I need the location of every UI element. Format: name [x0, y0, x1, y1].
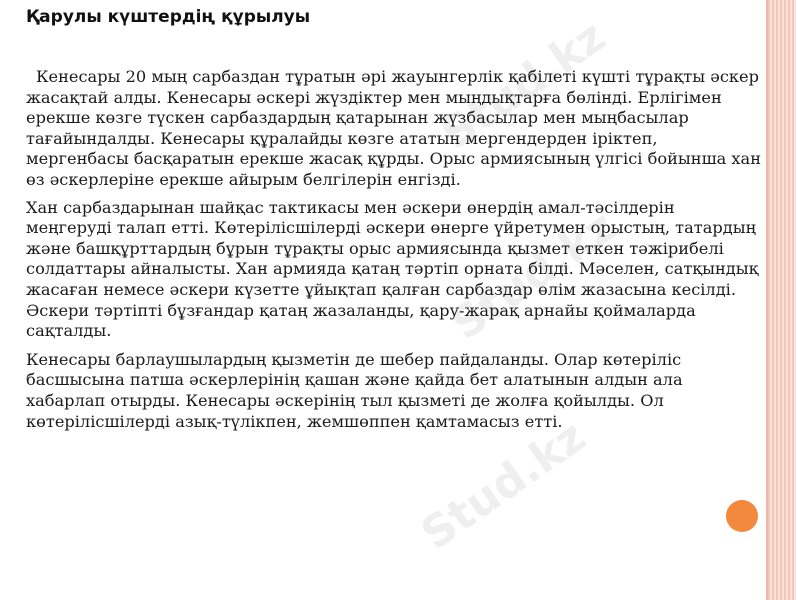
- paragraph-3: Кенесары барлаушылардың қызметін де шебер пайдаланды. Олар көтеріліс басшысына патша әскерлерінің қашан және қайда бет алатынын алдын ала хабарлап отырды. Кенесары әскерінің тыл қызметі де жолға қойылды. Ол көтерілісшілерді азық-түлікпен, жемшөппен қамтамасыз етті.: [26, 349, 683, 431]
- right-decorative-band: [768, 0, 796, 600]
- slide-content: [26, 6, 764, 432]
- slide-title: Қарулы күштердің құрылуы: [26, 7, 311, 27]
- watermark: Stud.kz: [412, 410, 595, 561]
- watermark: Stud.kz: [432, 10, 615, 161]
- paragraph-2: Хан сарбаздарынан шайқас тактикасы мен әскери өнердің амал-тәсілдерін меңгеруді талап етті. Көтерілісшілерді әскери өнерге үйретумен орыстың, татардың және башқұрттардың бұрын тұрақты орыс армиясында қызмет еткен тәжірибелі солдаттары айналысты. Хан армияда қатаң тәртіп орната білді. Мәселен, сатқындық жасаған немесе әскери күзетте ұйықтап қалған сарбаздар өлім жазасына кесілді. Әскери тәртіпті бұзғандар қатаң жазаланды, қару-жарақ арнайы қоймаларда сақталды.: [26, 197, 759, 341]
- paragraph-1: Кенесары 20 мың сарбаздан тұратын әрі жауынгерлік қабілеті күшті тұрақты әскер жасақтай алды. Кенесары әскері жүздіктер мен мыңдықтарға бөлінді. Ерлігімен ерекше көзге түскен сарбаздардың қатарынан жүзбасылар мен мыңбасылар тағайындалды. Кенесары құралайды көзге ататын мергендерден іріктеп, мергенбасы басқаратын ерекше жасақ құрды. Орыс армиясының үлгісі бойынша хан өз әскерлеріне ерекше айырым белгілерін енгізді.: [26, 67, 761, 189]
- orange-circle-decoration: [726, 500, 758, 532]
- watermark: Stud.kz: [442, 200, 625, 351]
